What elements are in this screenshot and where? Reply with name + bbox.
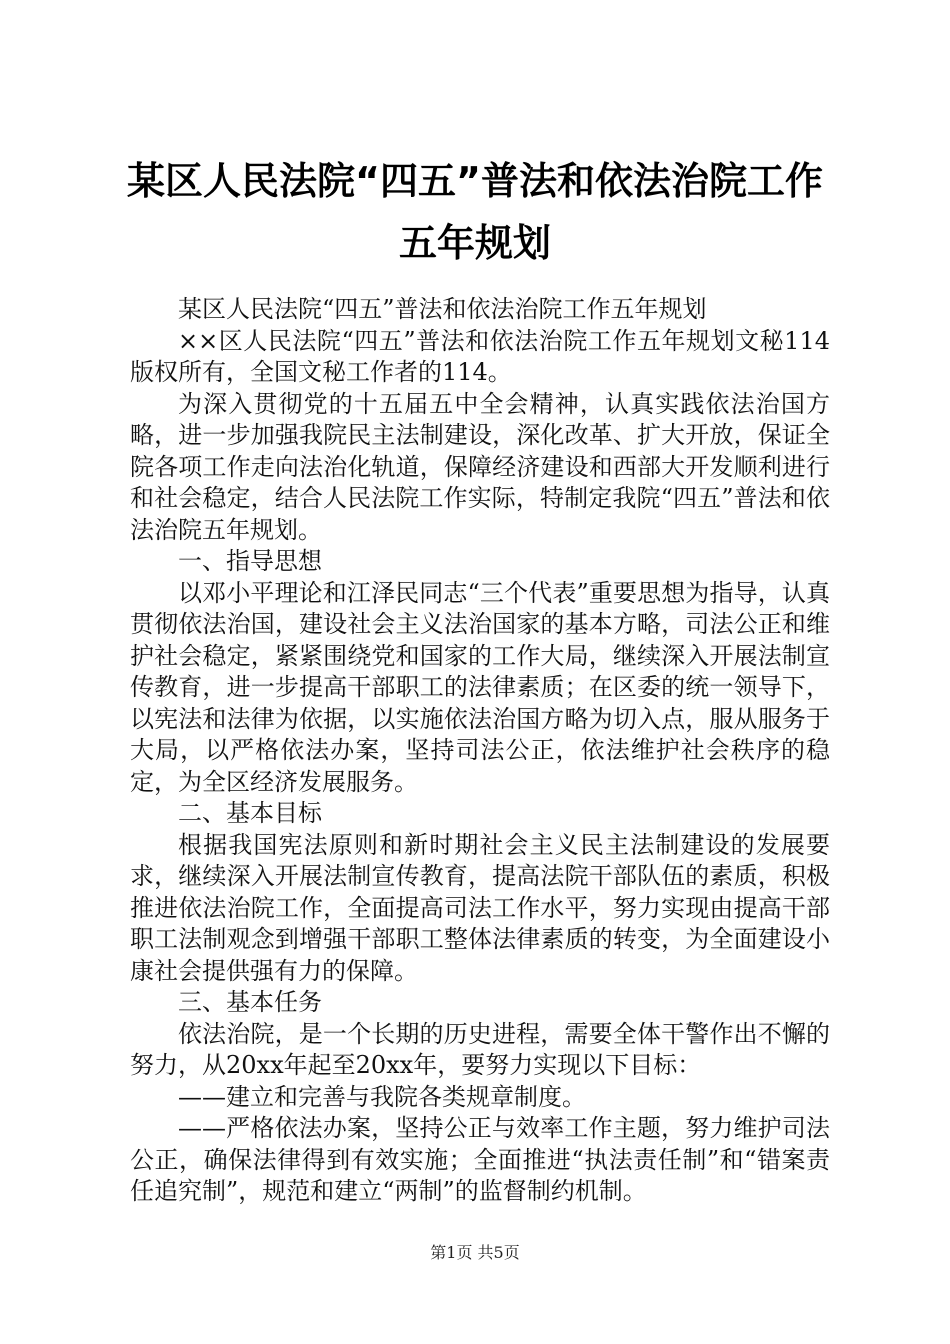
- paragraph-source-note: ××区人民法院“四五”普法和依法治院工作五年规划文秘114版权所有，全国文秘工作者的114。: [130, 326, 830, 386]
- document-body: [130, 294, 830, 1208]
- task-item-lawful-cases: ——严格依法办案，坚持公正与效率工作主题，努力维护司法公正，确保法律得到有效实施；全面推进“执法责任制”和“错案责任追究制”，规范和建立“两制”的监督制约机制。: [130, 1114, 830, 1205]
- paragraph-guiding-thought: 以邓小平理论和江泽民同志“三个代表”重要思想为指导，认真贯彻依法治国，建设社会主义法治国家的基本方略，司法公正和维护社会稳定，紧紧围绕党和国家的工作大局，继续深入开展法制宣传教育，进一步提高干部职工的法律素质；在区委的统一领导下，以宪法和法律为依据，以实施依法治国方略为切入点，服从服务于大局，以严格依法办案，坚持司法公正，依法维护社会秩序的稳定，为全区经济发展服务。: [130, 578, 830, 796]
- paragraph-intro: 为深入贯彻党的十五届五中全会精神，认真实践依法治国方略，进一步加强我院民主法制建设，深化改革、扩大开放，保证全院各项工作走向法治化轨道，保障经济建设和西部大开发顺利进行和社会稳定，结合人民法院工作实际，特制定我院“四五”普法和依法治院五年规划。: [130, 389, 830, 544]
- section-heading-guiding-thought: 一、指导思想: [178, 547, 322, 575]
- paragraph-heading-repeat: 某区人民法院“四五”普法和依法治院工作五年规划: [178, 295, 707, 323]
- paragraph-basic-goals: 根据我国宪法原则和新时期社会主义民主法制建设的发展要求，继续深入开展法制宣传教育，提高法院干部队伍的素质，积极推进依法治院工作，全面提高司法工作水平，努力实现由提高干部职工法制观念到增强干部职工整体法律素质的转变，为全面建设小康社会提供强有力的保障。: [130, 830, 830, 985]
- document-title: 某区人民法院“四五”普法和依法治院工作五年规划: [127, 159, 823, 265]
- section-heading-basic-tasks: 三、基本任务: [178, 988, 322, 1016]
- task-item-rules: ——建立和完善与我院各类规章制度。: [178, 1082, 586, 1111]
- page-number: 第1页 共5页: [430, 1243, 520, 1262]
- paragraph-basic-tasks: 依法治院，是一个长期的历史进程，需要全体干警作出不懈的努力，从20xx年起至20xx年，要努力实现以下目标：: [130, 1019, 830, 1079]
- section-heading-basic-goals: 二、基本目标: [178, 799, 322, 827]
